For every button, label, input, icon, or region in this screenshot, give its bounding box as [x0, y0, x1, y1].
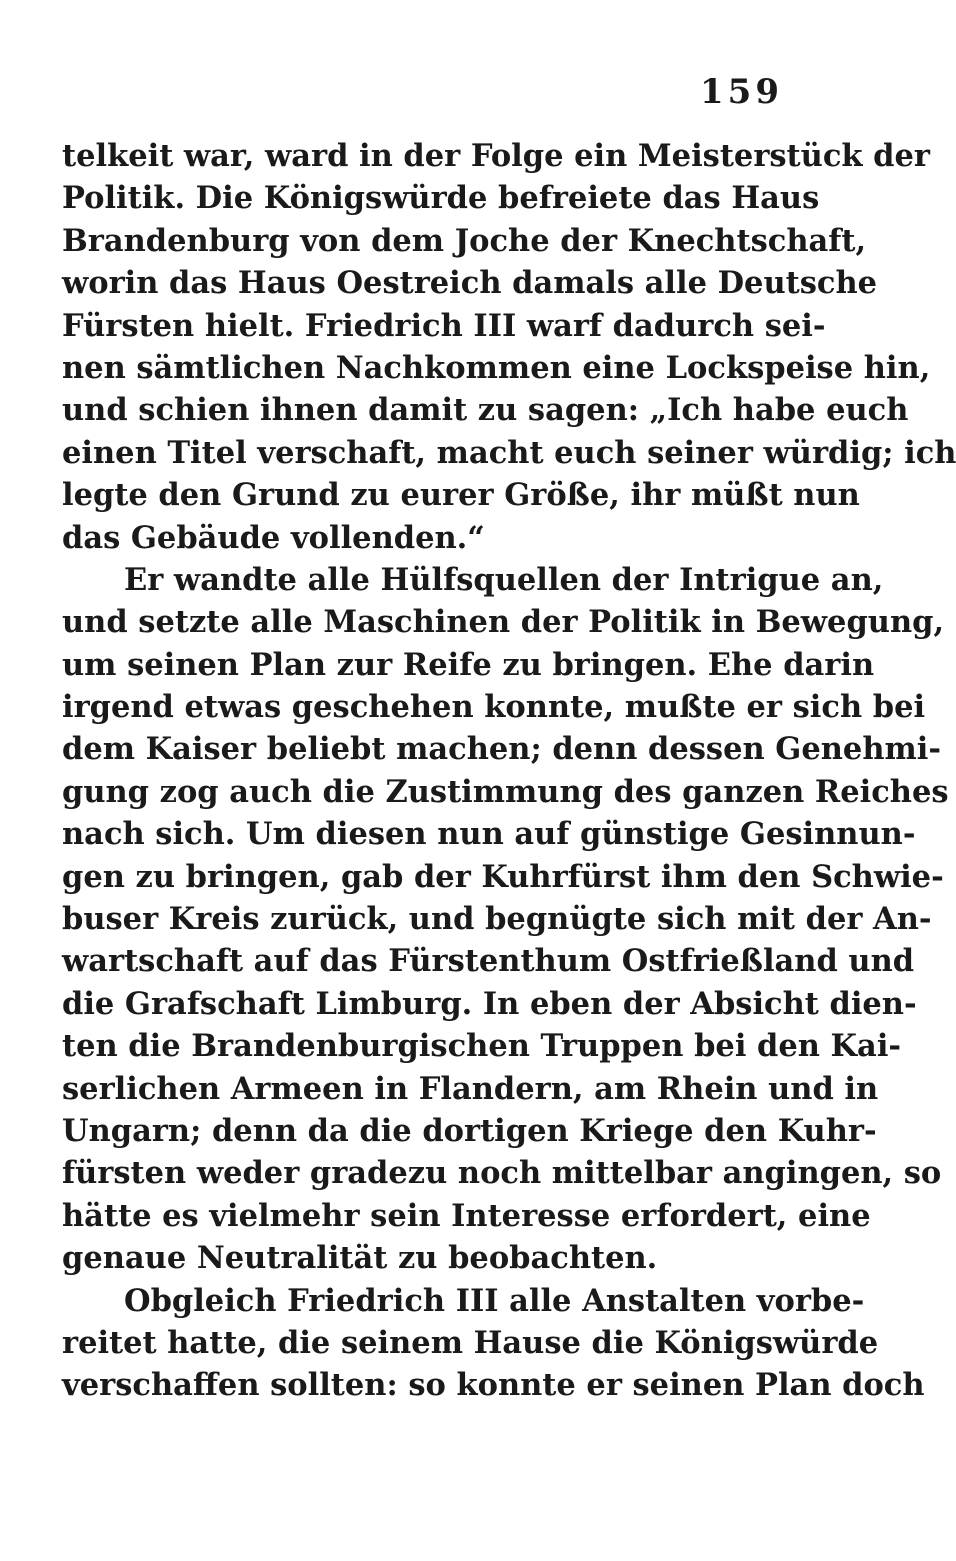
text-line: Politik. Die Königswürde befreiete das Haus	[62, 180, 820, 217]
text-line: gen zu bringen, gab der Kuhrfürst ihm den Schwie-	[62, 858, 944, 895]
text-line: reitet hatte, die seinem Hause die Königswürde	[62, 1324, 879, 1361]
body-text	[62, 135, 956, 1407]
paragraph-start-line: Obgleich Friedrich III alle Anstalten vorbe-	[124, 1282, 865, 1319]
text-line: gung zog auch die Zustimmung des ganzen Reiches	[62, 773, 949, 810]
text-line: buser Kreis zurück, und begnügte sich mit der An-	[62, 901, 932, 938]
text-line: das Gebäude vollenden.“	[62, 519, 485, 556]
text-line: Fürsten hielt. Friedrich III warf dadurch sei-	[62, 307, 826, 344]
text-line: ten die Brandenburgischen Truppen bei den Kai-	[62, 1028, 902, 1065]
text-line: und setzte alle Maschinen der Politik in Bewegung,	[62, 604, 945, 641]
text-line: Brandenburg von dem Joche der Knechtschaft,	[62, 222, 867, 259]
text-line: und schien ihnen damit zu sagen: „Ich habe euch	[62, 392, 909, 429]
text-line: worin das Haus Oestreich damals alle Deutsche	[62, 265, 878, 302]
text-line: nen sämtlichen Nachkommen eine Lockspeise hin,	[62, 349, 931, 386]
text-line: um seinen Plan zur Reife zu bringen. Ehe darin	[62, 646, 875, 683]
text-line: einen Titel verschaft, macht euch seiner würdig; ich	[62, 434, 956, 471]
text-line: serlichen Armeen in Flandern, am Rhein und in	[62, 1070, 879, 1107]
paragraph-start-line: Er wandte alle Hülfsquellen der Intrigue an,	[124, 561, 884, 598]
text-line: die Grafschaft Limburg. In eben der Absicht dien-	[62, 985, 917, 1022]
page-number: 159	[700, 72, 783, 112]
text-line: legte den Grund zu eurer Größe, ihr müßt nun	[62, 477, 860, 514]
text-line: dem Kaiser beliebt machen; denn dessen Genehmi-	[62, 731, 942, 768]
text-line: genaue Neutralität zu beobachten.	[62, 1240, 658, 1277]
text-line: Ungarn; denn da die dortigen Kriege den Kuhr-	[62, 1112, 877, 1149]
text-line: hätte es vielmehr sein Interesse erfordert, eine	[62, 1197, 871, 1234]
text-line: telkeit war, ward in der Folge ein Meisterstück der	[62, 138, 930, 174]
text-line: irgend etwas geschehen konnte, mußte er sich bei	[62, 689, 926, 726]
text-line: wartschaft auf das Fürstenthum Ostfrießland und	[62, 943, 915, 980]
text-line: fürsten weder gradezu noch mittelbar angingen, so	[62, 1155, 942, 1192]
text-line: nach sich. Um diesen nun auf günstige Gesinnun-	[62, 816, 916, 853]
text-line: verschaffen sollten: so konnte er seinen Plan doch	[62, 1367, 925, 1404]
